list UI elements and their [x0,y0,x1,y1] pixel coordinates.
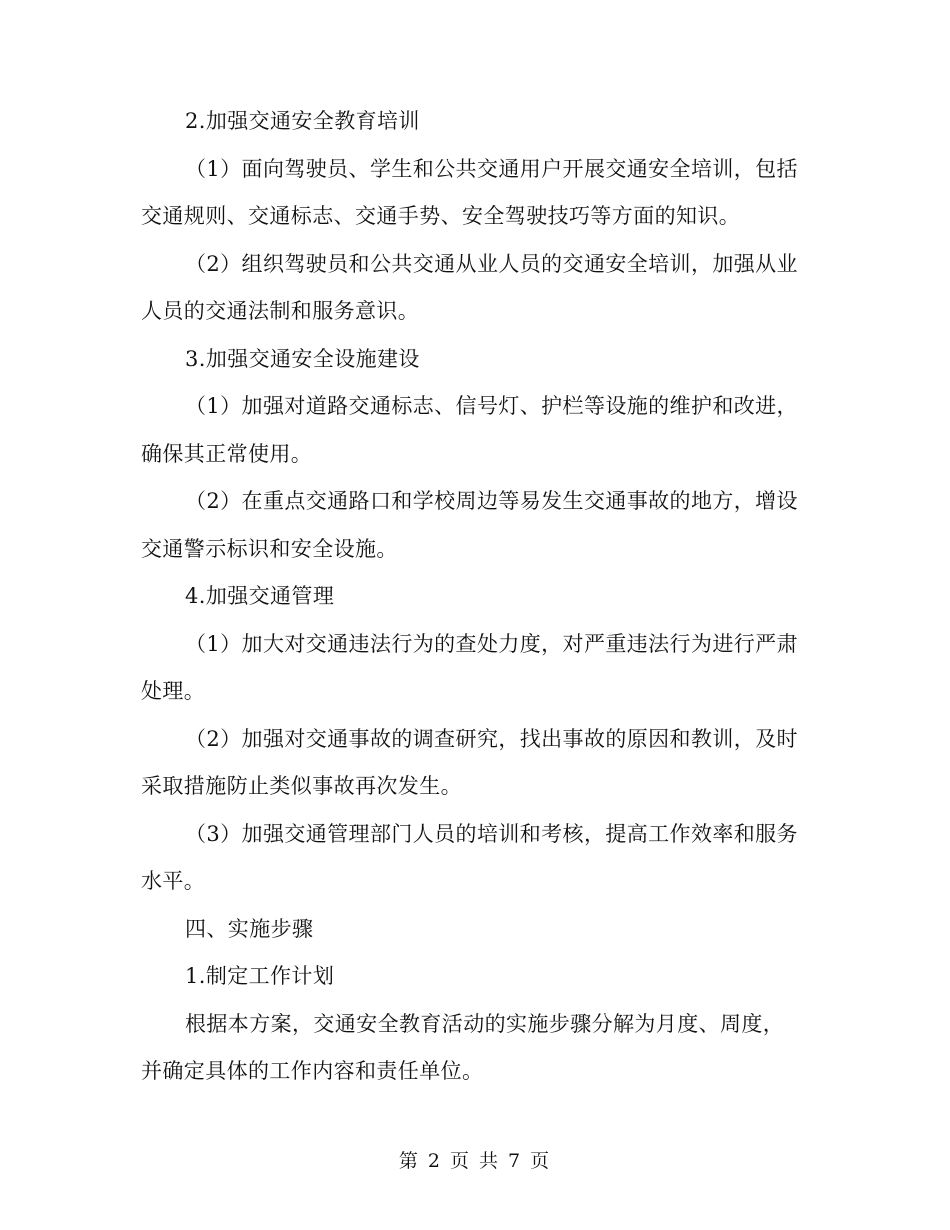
paragraph-line: （2）在重点交通路口和学校周边等易发生交通事故的地方，增设 [185,489,798,513]
heading-3: 3.加强交通安全设施建设 [185,346,420,371]
paragraph-line: 根据本方案，交通安全教育活动的实施步骤分解为月度、周度， [185,1011,785,1036]
paragraph-line: 采取措施防止类似事故再次发生。 [141,774,462,798]
paragraph-line: 交通规则、交通标志、交通手势、安全驾驶技巧等方面的知识。 [141,204,741,228]
paragraph-line: 交通警示标识和安全设施。 [141,536,398,561]
paragraph-line: 人员的交通法制和服务意识。 [141,299,420,323]
paragraph-line: （2）加强对交通事故的调查研究，找出事故的原因和教训，及时 [185,726,798,751]
paragraph-line: 处理。 [141,679,206,703]
heading-2: 2.加强交通安全教育培训 [185,109,420,133]
heading-plan: 1.制定工作计划 [185,964,335,988]
paragraph-line: 并确定具体的工作内容和责任单位。 [141,1059,484,1083]
section-heading-implementation: 四、实施步骤 [185,916,314,941]
paragraph-line: 水平。 [141,869,206,893]
heading-4: 4.加强交通管理 [185,584,335,608]
paragraph-line: （3）加强交通管理部门人员的培训和考核，提高工作效率和服务 [185,821,798,846]
page-number-footer: 第 2 页 共 7 页 [398,1150,552,1172]
paragraph-line: （1）面向驾驶员、学生和公共交通用户开展交通安全培训，包括 [185,156,798,181]
document-body [141,98,809,1096]
paragraph-line: （2）组织驾驶员和公共交通从业人员的交通安全培训，加强从业 [185,251,798,276]
paragraph-line: （1）加强对道路交通标志、信号灯、护栏等设施的维护和改进， [185,394,798,418]
paragraph-line: （1）加大对交通违法行为的查处力度，对严重违法行为进行严肃 [185,631,798,656]
paragraph-line: 确保其正常使用。 [141,441,313,466]
